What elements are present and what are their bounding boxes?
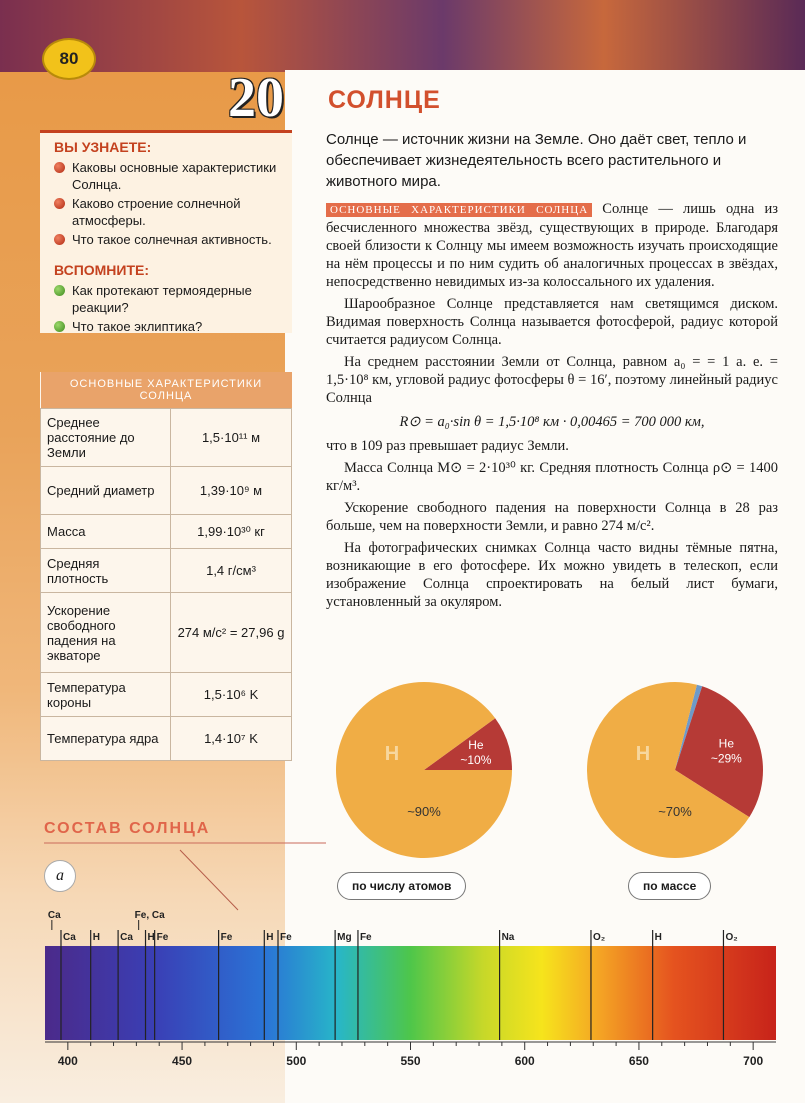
intro-paragraph: Солнце — источник жизни на Земле. Оно даёт свет, тепло и обеспечивает жизнедеятельность всего растительного и животного мира. [326, 131, 747, 190]
section-heading: ОСНОВНЫЕ ХАРАКТЕРИСТИКИ СОЛНЦА [326, 203, 592, 217]
learn-item: Каково строение солнечной атмосферы. [54, 195, 286, 229]
absorption-line-label: Fe [156, 932, 169, 943]
table-row: Средняя плотность 1,4 г/см³ [41, 549, 292, 593]
absorption-line-label: O₂ [725, 932, 738, 943]
table-row: Температура ядра 1,4·10⁷ K [41, 717, 292, 761]
pie-slice-label: He [718, 736, 735, 751]
table-row: Средний диаметр 1,39·10⁹ м [41, 467, 292, 515]
pie-caption-atoms: по числу атомов [337, 872, 466, 900]
chapter-title: СОЛНЦЕ [328, 86, 441, 114]
solar-spectrum [0, 900, 805, 1080]
absorption-line-label: Ca [62, 932, 76, 943]
chapter-number: 20 [228, 67, 284, 129]
figure-letter: а [44, 860, 76, 892]
recall-item: Как протекают термоядерные реакции? [54, 282, 286, 316]
axis-tick-label: 600 [514, 1054, 535, 1068]
absorption-line-label: Ca [120, 932, 133, 943]
pie-slice-label: H [384, 743, 400, 765]
absorption-line-label: Fe [359, 932, 372, 943]
absorption-line-label: O₂ [592, 932, 606, 943]
paragraph: Шарообразное Солнце представляется нам светящимся диском. Видимая поверхность Солнца называется фотосферой, радиус которой считается радиусом Солнца. [326, 296, 778, 348]
recall-heading: ВСПОМНИТЕ: [54, 262, 150, 278]
learn-item: Каковы основные характеристики Солнца. [54, 159, 286, 193]
absorption-line-label: Mg [337, 932, 352, 943]
absorption-line-label: H [654, 932, 662, 943]
axis-tick-label: 700 [743, 1054, 764, 1068]
absorption-line-label: Na [501, 932, 515, 943]
composition-title: СОСТАВ СОЛНЦА [44, 820, 211, 837]
table-row: Ускорение свободного падения на экваторе 274 м/с² = 27,96 g [41, 593, 292, 673]
absorption-line-label: Fe [220, 932, 233, 943]
pie-slice-value: ~10% [460, 753, 492, 768]
pie-slice-value: ~90% [407, 804, 441, 819]
absorption-line-label: Fe [280, 932, 292, 943]
absorption-line-label: H [92, 932, 100, 943]
table-title: ОСНОВНЫЕ ХАРАКТЕРИСТИКИ СОЛНЦА [41, 372, 292, 409]
paragraph: На среднем расстоянии Земли от Солнца, равном a₀ = = 1 а. е. = 1,5·10⁸ км, угловой радиус фотосферы θ = 16′, поэтому линейный радиус Солнца [326, 354, 778, 406]
learn-item: Что такое солнечная активность. [54, 231, 286, 248]
axis-tick-label: 400 [57, 1054, 78, 1068]
pie-slice-value: ~70% [658, 804, 692, 819]
paragraph: Ускорение свободного падения на поверхности Солнца в 28 раз больше, чем на поверхности Земли, и равно 274 м/с². [326, 500, 778, 534]
absorption-line-label: H [266, 932, 274, 943]
pie-slice-H [336, 682, 512, 858]
table-row: Масса 1,99·10³⁰ кг [41, 515, 292, 549]
page-number: 80 [42, 38, 96, 80]
axis-tick-label: 650 [628, 1054, 649, 1068]
absorption-line-label: H [147, 932, 155, 943]
paragraph: Масса Солнца M⊙ = 2·10³⁰ кг. Средняя плотность Солнца ρ⊙ = 1400 кг/м³. [326, 460, 778, 494]
pie-slice-label: H [635, 743, 651, 765]
absorption-line-label: Ca [47, 910, 61, 921]
pie-slice-label: He [468, 738, 484, 753]
paragraph: ОСНОВНЫЕ ХАРАКТЕРИСТИКИ СОЛНЦА Солнце — лишь одна из бесчисленного множества звёзд, существующих в природе. Благодаря своей близости к Солнцу мы имеем возможность изучать происходящие на нём процессы и по ним судить об аналогичных процессах в звёздах, непосредственно невидимых из-за колоссального их удаления. [326, 201, 778, 290]
paragraph: что в 109 раз превышает радиус Земли. [326, 438, 569, 454]
absorption-line-label: Fe, Ca [134, 910, 165, 921]
axis-tick-label: 500 [286, 1054, 307, 1068]
pie-caption-mass: по массе [628, 872, 711, 900]
recall-item: Что такое эклиптика? [54, 318, 286, 335]
formula: R⊙ = a₀·sin θ = 1,5·10⁸ км · 0,00465 = 700 000 км, [399, 414, 705, 430]
table-row: Среднее расстояние до Земли 1,5·10¹¹ м [41, 409, 292, 467]
learn-heading: ВЫ УЗНАЕТЕ: [54, 139, 152, 155]
axis-tick-label: 450 [172, 1054, 193, 1068]
axis-tick-label: 550 [400, 1054, 421, 1068]
paragraph: На фотографических снимках Солнца часто видны тёмные пятна, возникающие в его фотосфере. Их можно увидеть в телескоп, если изображение Солнца спроектировать на белый лист бумаги, установленный за окуляром. [326, 540, 778, 610]
table-row: Температура короны 1,5·10⁶ K [41, 673, 292, 717]
pie-slice-value: ~29% [710, 751, 742, 766]
